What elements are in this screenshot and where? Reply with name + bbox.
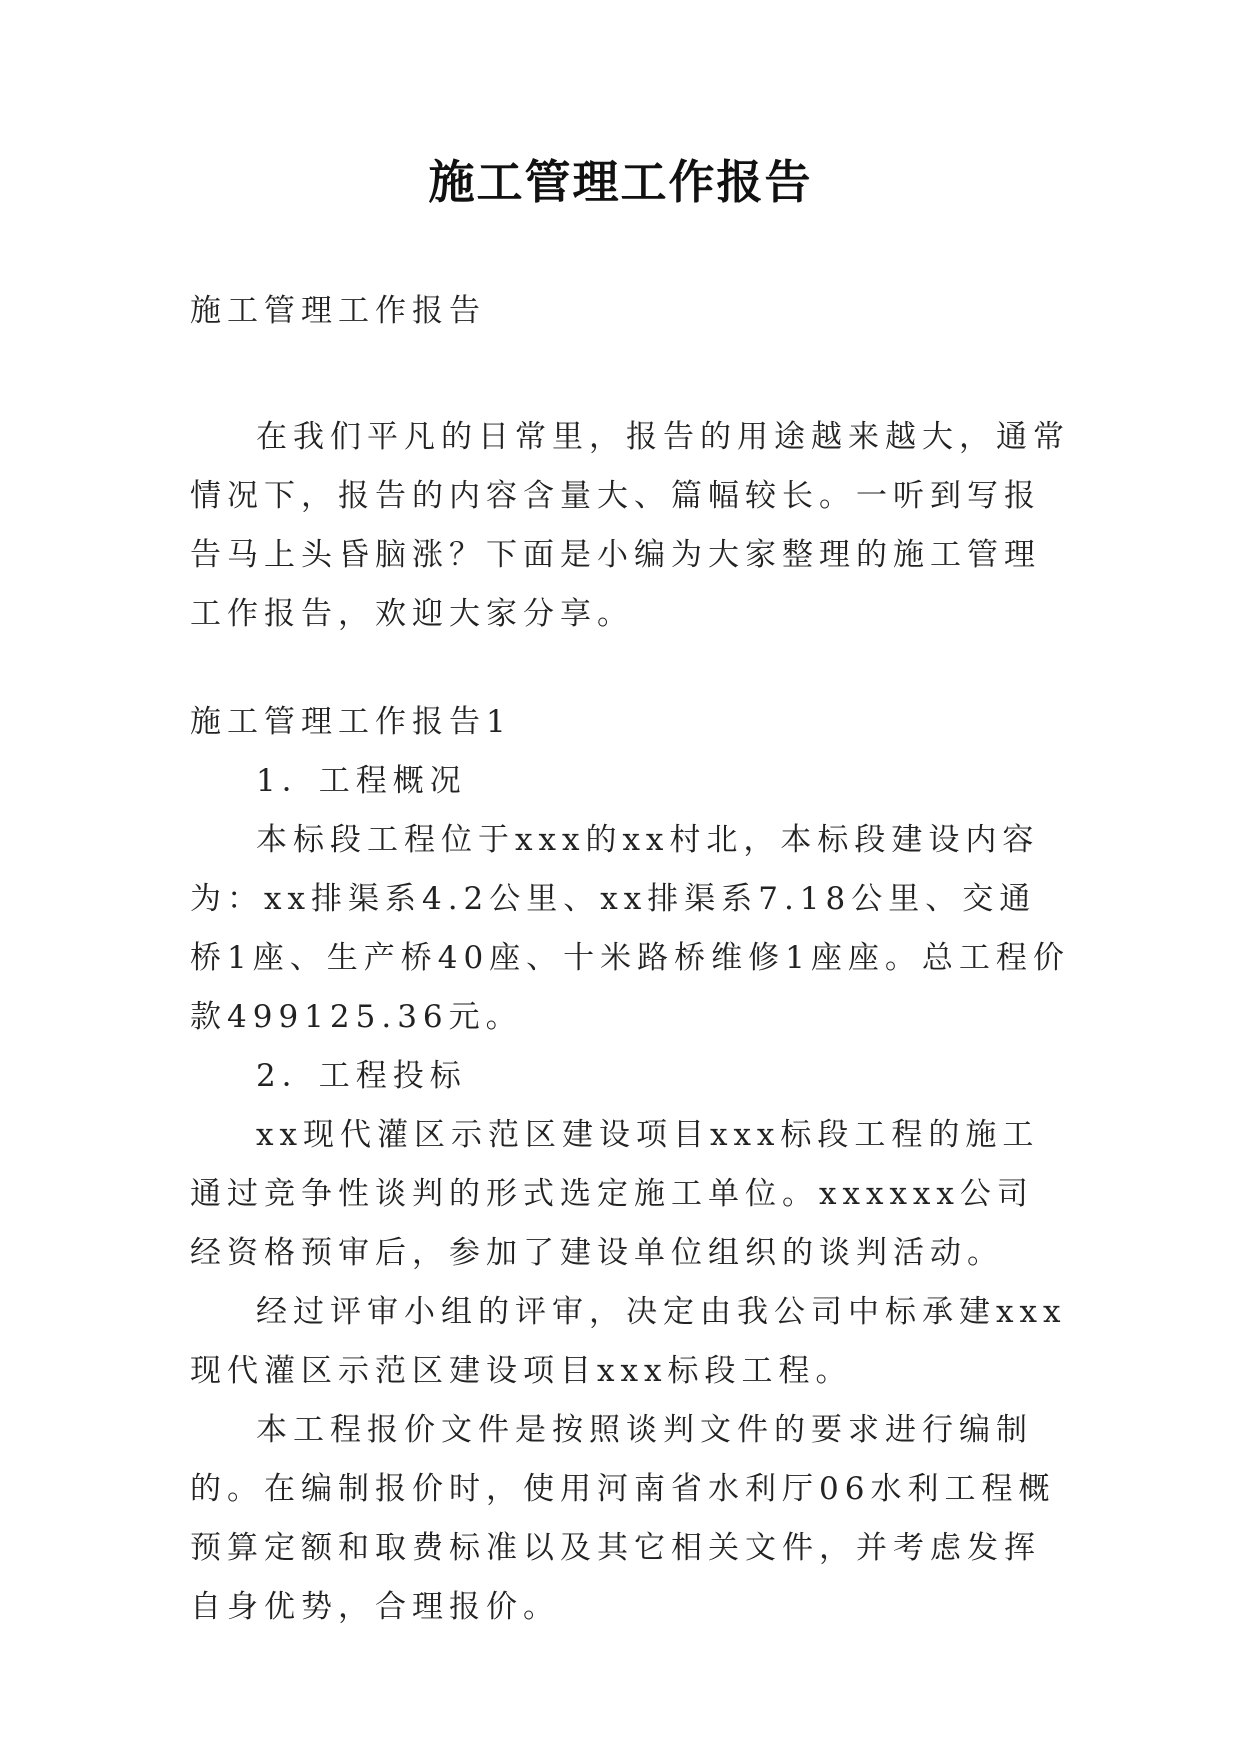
intro-section <box>190 408 1070 644</box>
subtitle-text: 施工管理工作报告 <box>190 293 486 329</box>
report-section <box>190 693 1070 1637</box>
section1-heading: 1．工程概况 <box>256 763 467 799</box>
section2-paragraph-2: 经过评审小组的评审，决定由我公司中标承建xxx现代灌区示范区建设项目xxx标段工程。 <box>190 1294 1067 1389</box>
section2-paragraph-1: xx现代灌区示范区建设项目xxx标段工程的施工通过竞争性谈判的形式选定施工单位。xxxxxx公司经资格预审后，参加了建设单位组织的谈判活动。 <box>190 1117 1040 1271</box>
section2-heading: 2．工程投标 <box>256 1058 467 1094</box>
section2-paragraph-3: 本工程报价文件是按照谈判文件的要求进行编制的。在编制报价时，使用河南省水利厅06水利工程概预算定额和取费标准以及其它相关文件，并考虑发挥自身优势，合理报价。 <box>190 1412 1056 1625</box>
document-title: 施工管理工作报告 <box>428 155 813 209</box>
section1-paragraph: 本标段工程位于xxx的xx村北，本标段建设内容为：xx排渠系4.2公里、xx排渠系7.18公里、交通桥1座、生产桥40座、十米路桥维修1座座。总工程价款499125.36元。 <box>190 822 1070 1035</box>
intro-paragraph: 在我们平凡的日常里，报告的用途越来越大，通常情况下，报告的内容含量大、篇幅较长。一听到写报告马上头昏脑涨？下面是小编为大家整理的施工管理工作报告，欢迎大家分享。 <box>190 419 1070 632</box>
report-heading: 施工管理工作报告1 <box>190 704 512 740</box>
document-subtitle <box>190 282 1070 341</box>
